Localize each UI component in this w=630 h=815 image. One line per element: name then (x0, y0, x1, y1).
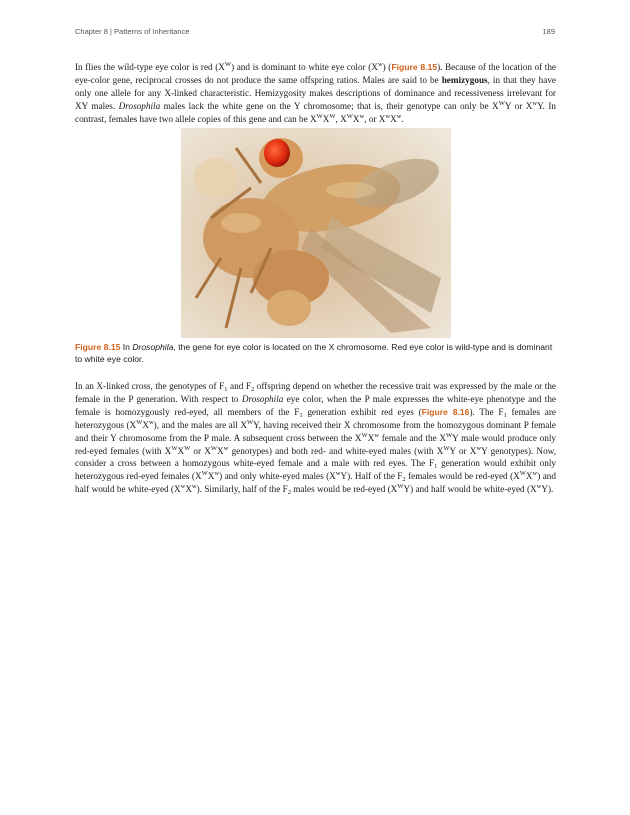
paragraph-1 (75, 61, 556, 126)
subscript: 2 (250, 386, 255, 393)
superscript: W (201, 470, 208, 478)
subscript: 1 (503, 411, 507, 419)
figure-caption (75, 342, 556, 365)
superscript: w (377, 61, 383, 68)
text: Y or X (504, 100, 533, 111)
paragraph-2 (75, 380, 556, 496)
superscript: w (335, 470, 341, 478)
text: X (207, 471, 215, 482)
text: generation would exhibit only heterozygous red-eyed females (X (75, 458, 556, 482)
text: Y or X (449, 445, 477, 456)
superscript: W (316, 112, 323, 120)
text: ), and the males are all X (153, 419, 248, 430)
figure-label: Figure 8.15 (75, 342, 121, 352)
superscript: W (224, 61, 232, 68)
text: X (322, 113, 330, 124)
figure-8-16-link[interactable]: Figure 8.16 (421, 406, 470, 417)
italic-term: Drosophila (241, 393, 284, 404)
text: males would be red-eyed (X (290, 484, 398, 495)
italic-term: Drosophila (118, 100, 161, 111)
figure-8-15-link[interactable]: Figure 8.15 (391, 62, 438, 72)
text: genotypes) and both red- and white-eyed males (with X (228, 445, 444, 456)
text: X (217, 445, 224, 456)
subscript: 2 (402, 476, 406, 484)
text: X (352, 113, 360, 124)
superscript: W (329, 112, 336, 120)
text: X (525, 471, 533, 482)
superscript: W (171, 444, 178, 452)
text: X (390, 113, 397, 124)
bold-term: hemizygous (441, 74, 488, 85)
text: In flies the wild-type eye color is red (X (75, 62, 225, 72)
superscript: W (519, 470, 526, 478)
text: Y genotypes). Now, consider a cross between a homozygous white-eyed female and a male with red eyes. The F (75, 445, 557, 469)
text: ). The F (469, 406, 504, 417)
page-header (75, 27, 555, 36)
superscript: W (247, 418, 254, 426)
text: offspring depend on whether the recessive trait was expressed by the male or the female in the P generation. With respect to (75, 381, 557, 404)
text: , the gene for eye color is located on the X chromosome. Red eye color is wild-type and is dominant to white eye color. (75, 342, 553, 364)
subscript: 1 (299, 411, 303, 419)
text: , X (335, 113, 347, 124)
text: . (401, 113, 404, 124)
superscript: w (180, 483, 186, 491)
superscript: w (385, 112, 391, 120)
text: ) and is dominant to white eye color (X (231, 62, 378, 72)
text: X (185, 484, 192, 495)
text: ). Because of the location of the eye-color gene, reciprocal crosses do not produce the same offspring ratios. Males are said to be (75, 62, 556, 85)
text: , or X (364, 113, 386, 124)
superscript: W (210, 444, 218, 452)
italic-term: Drosophila (132, 342, 174, 352)
text: ) and half would be white-eyed (X (75, 471, 556, 495)
text: Y. In contrast, females have two allele copies of this gene and can be X (75, 100, 556, 124)
text: Y). Half of the F (340, 471, 403, 482)
superscript: w (148, 418, 154, 426)
text: X (142, 419, 149, 430)
superscript: w (374, 431, 380, 439)
superscript: w (214, 470, 220, 478)
text: female and the X (379, 432, 446, 443)
text: In (120, 342, 133, 352)
text: X (177, 445, 185, 456)
subscript: 1 (224, 386, 228, 393)
superscript: W (346, 112, 353, 120)
superscript: W (445, 431, 453, 439)
superscript: W (184, 444, 191, 452)
text: Y) and half would be white-eyed (X (403, 484, 537, 495)
text: females are heterozygous (X (75, 406, 557, 430)
text: In an X-linked cross, the genotypes of F (75, 381, 225, 391)
page-number: 189 (542, 27, 555, 36)
superscript: w (532, 99, 538, 107)
chapter-title: Chapter 8 | Patterns of Inheritance (75, 27, 190, 36)
text: generation exhibit red eyes ( (302, 406, 422, 417)
fruit-fly-image (181, 128, 451, 338)
superscript: W (443, 444, 450, 452)
text: or X (190, 445, 211, 456)
text: , in that they have only one allele for any X-linked characteristic. Hemizygosity makes descriptions of dominance and recessiveness irrelevant for XY males. (75, 74, 556, 111)
subscript: 1 (434, 463, 438, 471)
superscript: w (359, 112, 365, 120)
text: Y male would produce only red-eyed females (with X (75, 432, 556, 456)
text: Y). (541, 484, 554, 495)
text: eye color, when the P male expresses the white-eye phenotype and the female is homozygously red-eyed, all members of the F (75, 393, 557, 417)
superscript: w (532, 470, 538, 478)
subscript: 2 (287, 489, 291, 497)
superscript: w (396, 112, 402, 120)
superscript: w (536, 483, 542, 491)
superscript: w (476, 444, 482, 452)
superscript: w (223, 444, 229, 452)
text: X (367, 432, 375, 443)
text: Y, having received their X chromosome from the homozygous dominant P female and their Y chromosome from the P male. A subsequent cross between the X (75, 419, 556, 443)
superscript: w (191, 483, 197, 491)
fruit-fly-photo (181, 128, 451, 338)
text: males lack the white gene on the Y chromosome; that is, their genotype can only be X (160, 100, 499, 111)
superscript: W (361, 431, 368, 439)
superscript: W (397, 483, 404, 491)
text: and F (227, 381, 251, 391)
text: ) ( (382, 62, 392, 72)
superscript: W (136, 418, 143, 426)
text: ). Similarly, half of the F (196, 484, 288, 495)
superscript: W (498, 99, 505, 107)
text: females would be red-eyed (X (405, 471, 520, 482)
text: ) and only white-eyed males (X (219, 471, 336, 482)
